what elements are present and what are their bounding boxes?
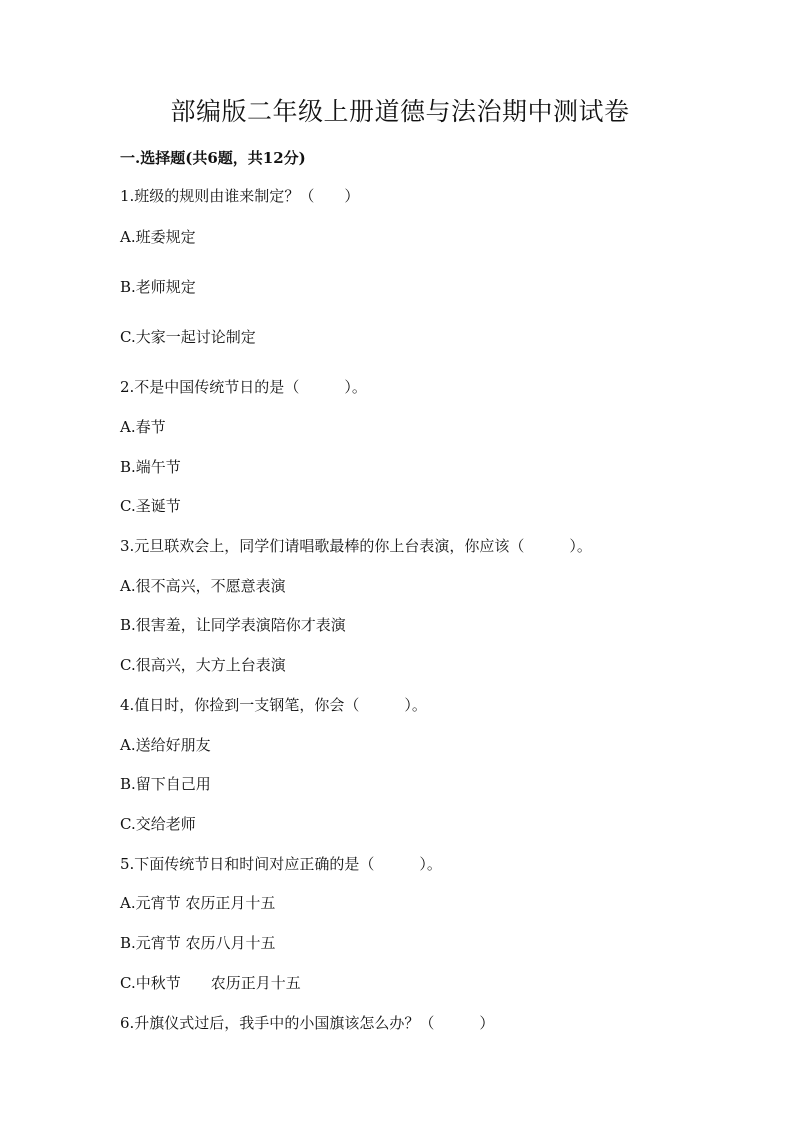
question-2-option-b: B.端午节 xyxy=(120,458,181,476)
question-3-stem: 3.元旦联欢会上，同学们请唱歌最棒的你上台表演，你应该（ ）。 xyxy=(120,537,592,555)
question-6-stem: 6.升旗仪式过后，我手中的小国旗该怎么办？（ ） xyxy=(120,1014,495,1032)
question-4-stem: 4.值日时，你捡到一支钢笔，你会（ ）。 xyxy=(120,696,427,714)
question-4-option-b: B.留下自己用 xyxy=(120,775,211,793)
question-4-option-a: A.送给好朋友 xyxy=(120,736,211,754)
question-5-stem: 5.下面传统节日和时间对应正确的是（ ）。 xyxy=(120,855,442,873)
question-1-option-b: B.老师规定 xyxy=(120,278,196,296)
question-1-option-a: A.班委规定 xyxy=(120,228,196,246)
section-heading: 一.选择题(共6题，共12分) xyxy=(120,149,306,167)
question-3-option-a: A.很不高兴，不愿意表演 xyxy=(120,577,286,595)
question-2-option-a: A.春节 xyxy=(120,418,166,436)
question-1-stem: 1.班级的规则由谁来制定？（ ） xyxy=(120,187,360,205)
question-5-option-a: A.元宵节 农历正月十五 xyxy=(120,894,276,912)
question-4-option-c: C.交给老师 xyxy=(120,815,196,833)
question-5-option-c: C.中秋节 农历正月十五 xyxy=(120,974,301,992)
question-1-option-c: C.大家一起讨论制定 xyxy=(120,328,256,346)
question-2-stem: 2.不是中国传统节日的是（ ）。 xyxy=(120,378,367,396)
exam-title: 部编版二年级上册道德与法治期中测试卷 xyxy=(170,97,630,126)
question-3-option-c: C.很高兴，大方上台表演 xyxy=(120,656,286,674)
question-3-option-b: B.很害羞，让同学表演陪你才表演 xyxy=(120,616,346,634)
question-2-option-c: C.圣诞节 xyxy=(120,497,181,515)
question-5-option-b: B.元宵节 农历八月十五 xyxy=(120,934,276,952)
